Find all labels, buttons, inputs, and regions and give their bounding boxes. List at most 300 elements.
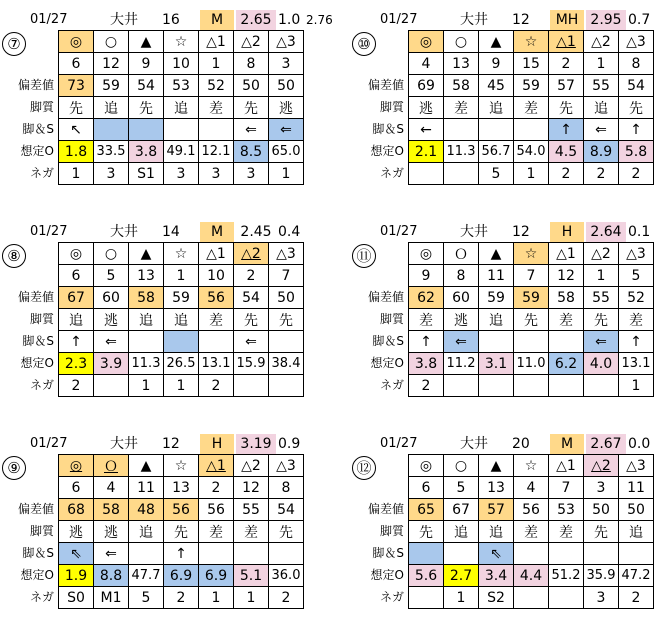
table-row [409, 243, 654, 265]
index-value: 2.95 [586, 10, 626, 30]
style-cell: 追 [59, 309, 94, 331]
row-label: 想定O [370, 356, 404, 370]
row-label: 偏差値 [367, 290, 404, 304]
odds-cell: 4.4 [514, 565, 549, 587]
dev-cell: 58 [129, 287, 164, 309]
style-cell: 差 [514, 97, 549, 119]
style-cell: 差 [199, 309, 234, 331]
dev-cell: 59 [94, 75, 129, 97]
mark-cell: △1 [549, 455, 584, 477]
dev-cell: 56 [199, 287, 234, 309]
legs-cell [269, 543, 304, 565]
mark-cell: ▲ [129, 455, 164, 477]
dev-cell: 67 [59, 287, 94, 309]
dev-cell: 67 [444, 499, 479, 521]
index-value: 2.67 [586, 434, 626, 454]
odds-cell: 3.8 [409, 353, 444, 375]
dev-cell: 52 [619, 287, 654, 309]
odds-cell: 11.0 [514, 353, 549, 375]
legs-cell [129, 331, 164, 353]
race-number: ⑨ [2, 456, 26, 480]
index-value: 2.64 [586, 222, 626, 242]
table-row [59, 543, 304, 565]
mark-cell: ○ [94, 243, 129, 265]
table-row [59, 521, 304, 543]
mark-cell: △1 [199, 243, 234, 265]
mark-cell: △3 [269, 455, 304, 477]
mark-cell: △2 [584, 455, 619, 477]
mark-cell: ◎ [409, 243, 444, 265]
odds-cell: 12.1 [199, 141, 234, 163]
dev-cell: 56 [514, 499, 549, 521]
field-size: 14 [162, 224, 180, 240]
horse-cell: 7 [549, 477, 584, 499]
nega-cell: 2 [549, 163, 584, 185]
row-label: 想定O [20, 568, 54, 582]
mark-cell: ☆ [164, 243, 199, 265]
nega-cell: 1 [514, 163, 549, 185]
sub-value: 0.4 [278, 224, 301, 240]
legs-cell [269, 331, 304, 353]
row-label: 偏差値 [17, 502, 54, 516]
legs-cell [514, 119, 549, 141]
race-course: 大井 [460, 12, 488, 28]
race-header [350, 6, 667, 30]
race-course: 大井 [460, 436, 488, 452]
odds-cell: 15.9 [234, 353, 269, 375]
horse-cell: 2 [549, 53, 584, 75]
race-table [58, 242, 304, 397]
horse-cell: 11 [619, 477, 654, 499]
dev-cell: 53 [549, 499, 584, 521]
mark-cell: △3 [619, 31, 654, 53]
nega-cell: 2 [619, 163, 654, 185]
mark-cell: ◎ [59, 31, 94, 53]
table-row [409, 265, 654, 287]
mark-cell: △3 [269, 243, 304, 265]
horse-cell: 5 [444, 477, 479, 499]
mark-cell: △2 [584, 243, 619, 265]
horse-cell: 1 [584, 53, 619, 75]
legs-cell: ↑ [619, 331, 654, 353]
table-row [59, 287, 304, 309]
mark-cell: △2 [234, 243, 269, 265]
style-cell: 追 [129, 521, 164, 543]
horse-cell: 6 [409, 477, 444, 499]
race-date: 01/27 [30, 436, 68, 451]
style-cell: 先 [269, 309, 304, 331]
nega-cell: 2 [59, 375, 94, 397]
race-header [350, 430, 667, 454]
dev-cell: 56 [199, 499, 234, 521]
mark-cell: △3 [619, 243, 654, 265]
odds-cell: 1.9 [59, 565, 94, 587]
style-cell: 先 [584, 309, 619, 331]
horse-cell: 7 [269, 265, 304, 287]
odds-cell: 47.2 [619, 565, 654, 587]
horse-cell: 13 [129, 265, 164, 287]
table-row [59, 243, 304, 265]
dev-cell: 50 [584, 499, 619, 521]
race-class: H [550, 222, 584, 242]
nega-cell: M1 [94, 587, 129, 609]
legs-cell [94, 119, 129, 141]
table-row [59, 119, 304, 141]
style-cell: 先 [234, 309, 269, 331]
dev-cell: 50 [269, 75, 304, 97]
nega-cell: 3 [164, 163, 199, 185]
legs-cell: ⇐ [584, 119, 619, 141]
legs-cell [199, 331, 234, 353]
style-cell: 差 [619, 309, 654, 331]
race-table [408, 242, 654, 397]
odds-cell: 8.9 [584, 141, 619, 163]
row-label: ネガ [379, 166, 404, 180]
odds-cell: 3.8 [129, 141, 164, 163]
nega-cell: 3 [94, 163, 129, 185]
style-cell: 先 [549, 97, 584, 119]
odds-cell: 3.9 [94, 353, 129, 375]
nega-cell [549, 375, 584, 397]
row-label: 脚質 [379, 100, 404, 114]
style-cell: 先 [269, 521, 304, 543]
race-date: 01/27 [30, 12, 68, 27]
odds-cell: 5.6 [409, 565, 444, 587]
table-row [409, 53, 654, 75]
horse-cell: 3 [269, 53, 304, 75]
race-number: ⑦ [2, 32, 26, 56]
race-block [0, 218, 320, 420]
table-row [59, 331, 304, 353]
odds-cell: 5.8 [619, 141, 654, 163]
odds-cell: 47.7 [129, 565, 164, 587]
odds-cell: 13.1 [199, 353, 234, 375]
table-row [409, 565, 654, 587]
field-size: 12 [512, 12, 530, 28]
sub-value: 0.9 [278, 436, 301, 452]
table-row [59, 499, 304, 521]
nega-cell: 5 [479, 163, 514, 185]
horse-cell: 15 [514, 53, 549, 75]
mark-cell: △1 [549, 31, 584, 53]
row-label: 脚＆S [22, 122, 54, 136]
nega-cell [94, 375, 129, 397]
odds-cell: 36.0 [269, 565, 304, 587]
nega-cell: 1 [234, 587, 269, 609]
nega-cell: S2 [479, 587, 514, 609]
dev-cell: 69 [409, 75, 444, 97]
dev-cell: 58 [444, 75, 479, 97]
dev-cell: 56 [164, 499, 199, 521]
table-row [59, 309, 304, 331]
odds-cell: 56.7 [479, 141, 514, 163]
mark-cell: ☆ [514, 455, 549, 477]
table-row [409, 287, 654, 309]
dev-cell: 59 [514, 75, 549, 97]
race-course: 大井 [460, 224, 488, 240]
dev-cell: 59 [514, 287, 549, 309]
row-label: ネガ [379, 590, 404, 604]
style-cell: 差 [199, 521, 234, 543]
mark-cell: Ｏ [444, 243, 479, 265]
table-row [409, 119, 654, 141]
dev-cell: 55 [234, 499, 269, 521]
table-row [409, 521, 654, 543]
horse-cell: 8 [269, 477, 304, 499]
horse-cell: 12 [549, 265, 584, 287]
horse-cell: 3 [584, 477, 619, 499]
style-cell: 逃 [269, 97, 304, 119]
race-date: 01/27 [380, 224, 418, 239]
table-row [409, 353, 654, 375]
odds-cell: 13.1 [619, 353, 654, 375]
nega-cell: 1 [619, 375, 654, 397]
table-row [409, 499, 654, 521]
style-cell: 差 [444, 97, 479, 119]
race-header [0, 430, 320, 454]
row-label: 偏差値 [367, 78, 404, 92]
row-label: 脚質 [379, 312, 404, 326]
odds-cell: 35.9 [584, 565, 619, 587]
horse-cell: 2 [234, 265, 269, 287]
horse-cell: 13 [164, 477, 199, 499]
odds-cell: 26.5 [164, 353, 199, 375]
style-cell: 逃 [59, 521, 94, 543]
dev-cell: 73 [59, 75, 94, 97]
odds-cell: 2.3 [59, 353, 94, 375]
nega-cell: 1 [164, 375, 199, 397]
legs-cell [479, 119, 514, 141]
table-row [409, 141, 654, 163]
dev-cell: 55 [584, 75, 619, 97]
mark-cell: ▲ [129, 31, 164, 53]
row-label: 想定O [20, 356, 54, 370]
mark-cell: ◎ [59, 455, 94, 477]
row-label: 脚＆S [22, 334, 54, 348]
horse-cell: 1 [164, 265, 199, 287]
nega-cell [584, 375, 619, 397]
style-cell: 差 [514, 521, 549, 543]
race-class: H [200, 434, 234, 454]
legs-cell: ⇐ [269, 119, 304, 141]
mark-cell: △1 [199, 455, 234, 477]
legs-cell: ⇐ [234, 331, 269, 353]
legs-cell: ⇐ [94, 543, 129, 565]
dev-cell: 57 [479, 499, 514, 521]
horse-cell: 12 [94, 53, 129, 75]
mark-cell: ▲ [129, 243, 164, 265]
odds-cell: 3.1 [479, 353, 514, 375]
style-cell: 先 [409, 521, 444, 543]
horse-cell: 6 [59, 477, 94, 499]
legs-cell: ↑ [619, 119, 654, 141]
dev-cell: 54 [234, 287, 269, 309]
table-row [409, 97, 654, 119]
race-block [350, 218, 667, 420]
odds-cell: 49.1 [164, 141, 199, 163]
odds-cell: 8.8 [94, 565, 129, 587]
race-class: M [200, 10, 234, 30]
style-cell: 先 [514, 309, 549, 331]
table-row [59, 31, 304, 53]
field-size: 20 [512, 436, 530, 452]
dev-cell: 45 [479, 75, 514, 97]
style-cell: 追 [619, 521, 654, 543]
nega-cell [444, 163, 479, 185]
dev-cell: 58 [94, 499, 129, 521]
horse-cell: 13 [444, 53, 479, 75]
legs-cell [164, 119, 199, 141]
nega-cell: 1 [59, 163, 94, 185]
sub-value: 0.0 [628, 436, 651, 452]
horse-cell: 13 [479, 477, 514, 499]
dev-cell: 48 [129, 499, 164, 521]
row-label: 脚＆S [22, 546, 54, 560]
table-row [59, 141, 304, 163]
race-header [0, 218, 320, 242]
nega-cell: 1 [269, 163, 304, 185]
horse-cell: 7 [514, 265, 549, 287]
style-cell: 先 [234, 97, 269, 119]
nega-cell: S0 [59, 587, 94, 609]
legs-cell: ↑ [409, 331, 444, 353]
horse-cell: 5 [619, 265, 654, 287]
style-cell: 差 [199, 97, 234, 119]
style-cell: 先 [164, 521, 199, 543]
table-row [59, 587, 304, 609]
legs-cell [514, 331, 549, 353]
odds-cell: 65.0 [269, 141, 304, 163]
table-row [59, 353, 304, 375]
horse-cell: 9 [479, 53, 514, 75]
horse-cell: 9 [129, 53, 164, 75]
legs-cell: ⇖ [59, 543, 94, 565]
legs-cell [479, 331, 514, 353]
field-size: 12 [162, 436, 180, 452]
legs-cell [444, 119, 479, 141]
legs-cell: ⇖ [479, 543, 514, 565]
table-row [59, 477, 304, 499]
mark-cell: ▲ [479, 455, 514, 477]
style-cell: 差 [409, 309, 444, 331]
table-row [409, 543, 654, 565]
table-row [409, 309, 654, 331]
field-size: 16 [162, 12, 180, 28]
nega-cell [444, 375, 479, 397]
style-cell: 追 [479, 521, 514, 543]
race-course: 大井 [110, 436, 138, 452]
horse-cell: 8 [444, 265, 479, 287]
horse-cell: 8 [234, 53, 269, 75]
race-number: ⑫ [352, 456, 376, 480]
horse-cell: 8 [619, 53, 654, 75]
style-cell: 追 [584, 97, 619, 119]
nega-cell [409, 163, 444, 185]
horse-cell: 2 [199, 477, 234, 499]
race-block [350, 6, 667, 208]
style-cell: 先 [59, 97, 94, 119]
row-label: 脚＆S [372, 546, 404, 560]
nega-cell [479, 375, 514, 397]
dev-cell: 59 [479, 287, 514, 309]
row-label: 脚＆S [372, 334, 404, 348]
sub-value: 1.0 [278, 12, 301, 28]
style-cell: 先 [129, 97, 164, 119]
style-cell: 追 [444, 521, 479, 543]
row-label: ネガ [29, 590, 54, 604]
index-value: 2.65 [236, 10, 276, 30]
odds-cell: 11.3 [444, 141, 479, 163]
race-number: ⑧ [2, 244, 26, 268]
odds-cell: 3.4 [479, 565, 514, 587]
style-cell: 逃 [444, 309, 479, 331]
row-label: 偏差値 [17, 78, 54, 92]
odds-cell: 38.4 [269, 353, 304, 375]
nega-cell [269, 375, 304, 397]
table-row [409, 31, 654, 53]
style-cell: 逃 [94, 521, 129, 543]
horse-cell: 4 [514, 477, 549, 499]
nega-cell [514, 375, 549, 397]
legs-cell [549, 543, 584, 565]
style-cell: 追 [129, 309, 164, 331]
race-date: 01/27 [380, 436, 418, 451]
race-course: 大井 [110, 12, 138, 28]
table-row [59, 97, 304, 119]
legs-cell [409, 543, 444, 565]
odds-cell: 11.2 [444, 353, 479, 375]
race-block [350, 430, 667, 632]
table-row [409, 163, 654, 185]
dev-cell: 54 [269, 499, 304, 521]
row-label: 脚質 [379, 524, 404, 538]
mark-cell: ○ [444, 31, 479, 53]
sub-value: 0.1 [628, 224, 651, 240]
nega-cell: 5 [129, 587, 164, 609]
nega-cell: 2 [269, 587, 304, 609]
legs-cell: ↑ [59, 331, 94, 353]
style-cell: 追 [94, 97, 129, 119]
nega-cell [514, 587, 549, 609]
race-class: M [550, 434, 584, 454]
race-table [408, 30, 654, 185]
row-label: 想定O [370, 144, 404, 158]
mark-cell: ○ [444, 455, 479, 477]
mark-cell: ▲ [479, 31, 514, 53]
mark-cell: △2 [234, 455, 269, 477]
odds-cell: 2.1 [409, 141, 444, 163]
mark-cell: △3 [619, 455, 654, 477]
horse-cell: 1 [584, 265, 619, 287]
style-cell: 差 [234, 521, 269, 543]
mark-cell: △1 [199, 31, 234, 53]
odds-cell: 4.0 [584, 353, 619, 375]
odds-cell: 4.5 [549, 141, 584, 163]
mark-cell: △1 [549, 243, 584, 265]
dev-cell: 60 [444, 287, 479, 309]
dev-cell: 54 [129, 75, 164, 97]
race-block [0, 430, 320, 632]
legs-cell [199, 119, 234, 141]
race-block [0, 6, 333, 208]
row-label: 偏差値 [367, 502, 404, 516]
table-row [409, 75, 654, 97]
race-number: ⑩ [352, 32, 376, 56]
table-row [59, 265, 304, 287]
race-class: M [200, 222, 234, 242]
legs-cell [619, 543, 654, 565]
table-row [409, 331, 654, 353]
